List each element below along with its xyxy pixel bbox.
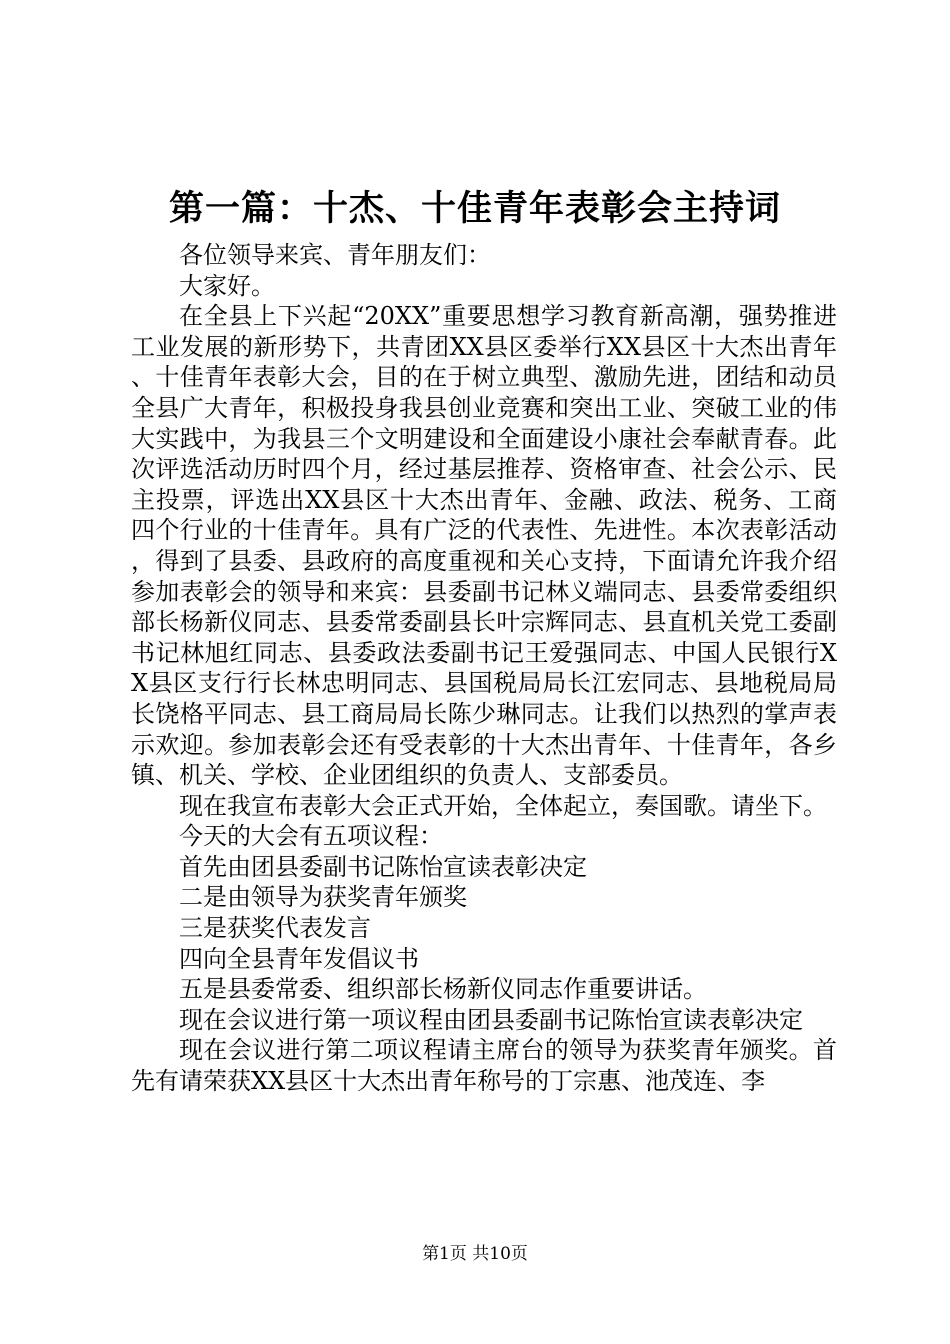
document-title: 第一篇：十杰、十佳青年表彰会主持词	[168, 188, 781, 229]
agenda-item-1: 首先由团县委副书记陈怡宣读表彰决定	[179, 852, 587, 881]
greeting-paragraph: 各位领导来宾、青年朋友们：	[179, 241, 491, 269]
opening-paragraph: 现在我宣布表彰大会正式开始，全体起立，奏国歌。请坐下。	[179, 791, 827, 820]
agenda-item-2: 二是由领导为获奖青年颁奖	[179, 883, 467, 912]
agenda-item-5: 五是县委常委、组织部长杨新仪同志作重要讲话。	[179, 975, 707, 1004]
first-agenda-paragraph: 现在会议进行第一项议程由团县委副书记陈怡宣读表彰决定	[179, 1005, 803, 1034]
agenda-intro-paragraph: 今天的大会有五项议程：	[179, 822, 443, 851]
introduction-paragraph: 在全县上下兴起“20XX”重要思想学习教育新高潮，强势推进工业发展的新形势下，共青团XX县区委举行XX县区十大杰出青年、十佳青年表彰大会，目的在于树立典型、激励先进，团结和动员全县广大青年，积极投身我县创业竞赛和突出工业、突破工业的伟大实践中，为我县三个文明建设和全面建设小康社会奉献青春。此次评选活动历时四个月，经过基层推荐、资格审查、社会公示、民主投票，评选出XX县区十大杰出青年、金融、政法、税务、工商四个行业的十佳青年。具有广泛的代表性、先进性。本次表彰活动，得到了县委、县政府的高度重视和关心支持，下面请允许我介绍参加表彰会的领导和来宾：县委副书记林义端同志、县委常委组织部长杨新仪同志、县委常委副县长叶宗辉同志、县直机关党工委副书记林旭红同志、县委政法委副书记王爱强同志、中国人民银行XX县区支行行长林忠明同志、县国税局局长江宏同志、县地税局局长饶格平同志、县工商局局长陈少琳同志。让我们以热烈的掌声表示欢迎。参加表彰会还有受表彰的十大杰出青年、十佳青年，各乡镇、机关、学校、企业团组织的负责人、支部委员。	[131, 302, 837, 790]
hello-paragraph: 大家好。	[179, 271, 275, 300]
second-agenda-paragraph: 现在会议进行第二项议程请主席台的领导为获奖青年颁奖。首先有请荣获XX县区十大杰出青年称号的丁宗惠、池茂连、李	[131, 1036, 837, 1096]
agenda-item-4: 四向全县青年发倡议书	[179, 944, 419, 973]
document-body	[131, 240, 837, 1097]
agenda-item-3: 三是获奖代表发言	[179, 914, 371, 943]
page-number-footer: 第1页 共10页	[422, 1244, 528, 1264]
